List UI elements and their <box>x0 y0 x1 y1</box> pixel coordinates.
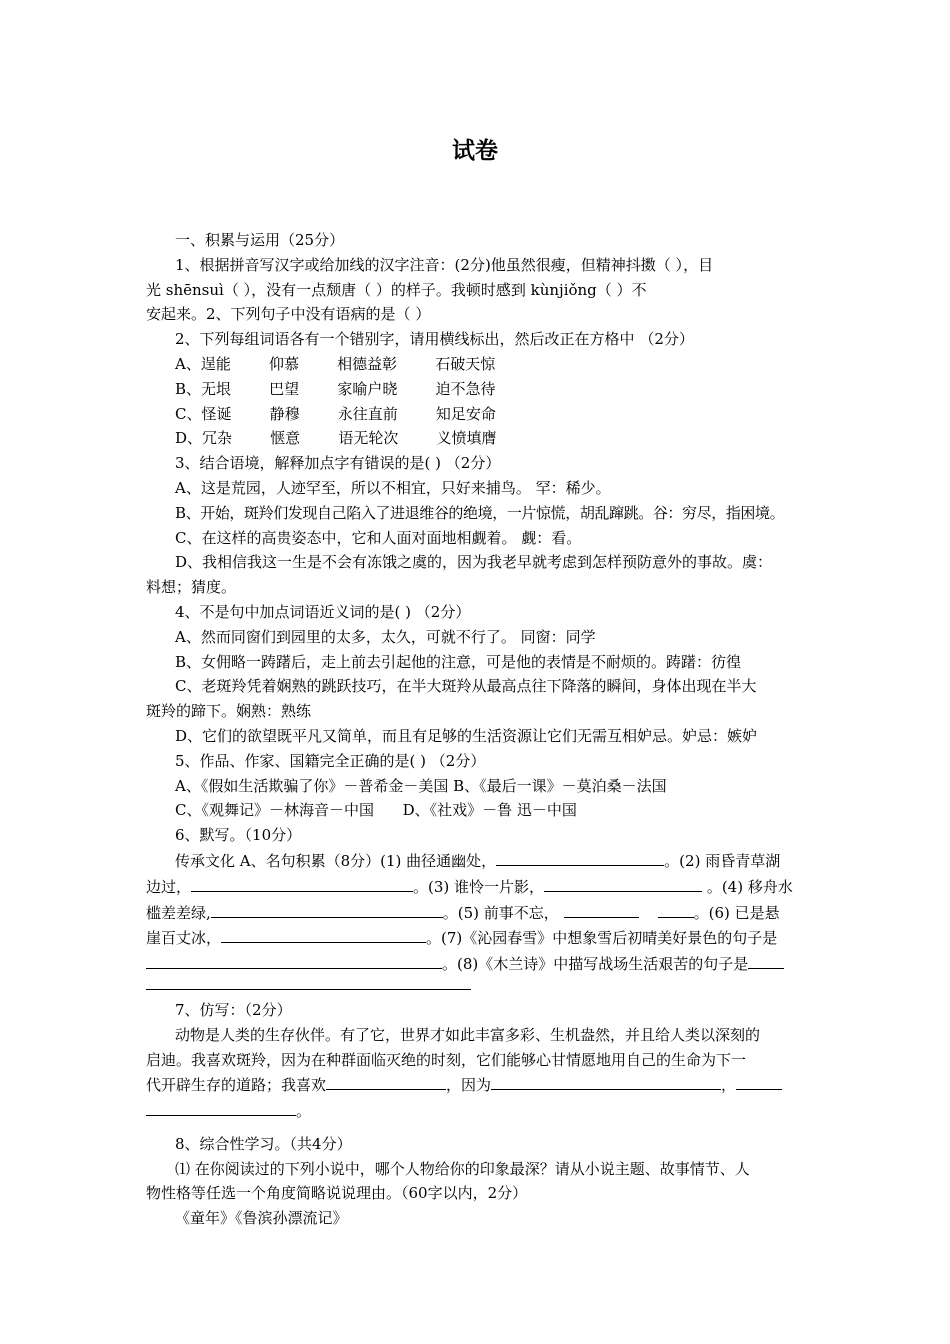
answer-blank[interactable] <box>658 900 694 918</box>
q5-stem: 5、作品、作家、国籍完全正确的是( ) （2分） <box>175 751 486 770</box>
q2-option-c: C、怪诞 静穆 永往直前 知足安命 <box>175 404 496 423</box>
answer-blank[interactable] <box>748 951 784 969</box>
q5-options-ab: A、《假如生活欺骗了你》－普希金－美国 B、《最后一课》－莫泊桑－法国 <box>175 776 667 795</box>
q7-paragraph-1: 动物是人类的生存伙伴。有了它，世界才如此丰富多彩、生机盎然，并且给人类以深刻的 <box>175 1025 761 1044</box>
q3-option-d: D、我相信我这一生是不会有冻饿之虞的，因为我老早就考虑到怎样预防意外的事故。虞： <box>175 553 773 572</box>
q8-stem: 8、综合性学习。（共4分） <box>175 1134 352 1153</box>
q8-paragraph-2: 物性格等任选一个角度简略说说理由。（60字以内，2分） <box>146 1184 528 1203</box>
q5-options-cd: C、《观舞记》－林海音－中国 D、《社戏》－鲁 迅－中国 <box>175 801 577 820</box>
q4-option-b: B、女佣略一踌躇后，走上前去引起他的注意，可是他的表情是不耐烦的。踌躇：彷徨 <box>175 652 742 671</box>
q7-paragraph-3: 代开辟生存的道路；我喜欢 ，因为 ， <box>146 1072 810 1098</box>
q7-paragraph-2: 启迪。我喜欢斑羚，因为在种群面临灭绝的时刻，它们能够心甘情愿地用自己的生命为下一 <box>146 1050 747 1069</box>
answer-blank[interactable] <box>326 1072 446 1090</box>
page-title: 试卷 <box>452 138 498 164</box>
answer-blank[interactable] <box>736 1072 782 1090</box>
answer-blank[interactable] <box>191 874 413 892</box>
q3-option-a: A、这是荒园，人迹罕至，所以不相宜，只好来捕鸟。 罕：稀少。 <box>175 478 611 497</box>
q2-option-a: A、逞能 仰慕 相德益彰 石破天惊 <box>175 354 496 373</box>
q6-line-3: 槛差差绿, 。(5) 前事不忘， 。(6) 已是悬 <box>146 900 810 926</box>
q6-line-2: 边过， 。(3) 谁怜一片影， 。(4) 移舟水 <box>146 874 810 900</box>
q2-option-b: B、无垠 巴望 家喻户晓 迫不急待 <box>175 379 496 398</box>
q6-stem: 6、默写。（10分） <box>175 826 302 845</box>
q2-option-d: D、冗杂 惬意 语无轮次 义愤填膺 <box>175 429 497 448</box>
answer-blank[interactable] <box>491 1072 721 1090</box>
q4-option-d: D、它们的欲望既平凡又简单，而且有足够的生活资源让它们无需互相妒忌。妒忌：嫉妒 <box>175 726 758 745</box>
q6-line-5: 。(8)《木兰诗》中描写战场生活艰苦的句子是 <box>146 951 810 977</box>
q3-option-b: B、开始，斑羚们发现自己陷入了进退维谷的绝境，一片惊慌，胡乱蹿跳。谷：穷尽，指困境。 <box>175 503 785 522</box>
q6-line-4: 崖百丈冰， 。(7)《沁园春雪》中想象雪后初晴美好景色的句子是 <box>146 925 810 951</box>
exam-body <box>146 228 810 1231</box>
q3-option-c: C、在这样的高贵姿态中，它和人面对面地相觑着。 觑：看。 <box>175 528 582 547</box>
q1-line-3: 安起来。2、下列句子中没有语病的是（ ） <box>146 305 431 324</box>
q3-stem: 3、结合语境，解释加点字有错误的是( ) （2分） <box>175 454 501 473</box>
answer-blank[interactable] <box>496 848 664 866</box>
q8-paragraph-1: ⑴ 在你阅读过的下列小说中，哪个人物给你的印象最深？请从小说主题、故事情节、人 <box>175 1159 750 1178</box>
answer-blank[interactable] <box>211 900 443 918</box>
section-heading: 一、积累与运用（25分） <box>175 231 345 249</box>
q7-paragraph-4: 。 <box>146 1098 810 1124</box>
answer-blank[interactable] <box>146 951 442 969</box>
q6-line-1: 传承文化 A、名句积累（8分）(1) 曲径通幽处， 。(2) 雨昏青草湖 <box>146 848 810 874</box>
answer-blank[interactable] <box>221 925 426 943</box>
q1-line-2: 光 shēnsuì（ ），没有一点颓唐（ ）的样子。我顿时感到 kùnjiǒng（ ）不 <box>146 280 647 299</box>
q4-option-a: A、然而同窗们到园里的太多，太久，可就不行了。 同窗：同学 <box>175 627 596 646</box>
q4-option-c: C、老斑羚凭着娴熟的跳跃技巧，在半大斑羚从最高点往下降落的瞬间，身体出现在半大 <box>175 677 757 696</box>
q4-option-c-cont: 斑羚的蹄下。娴熟：熟练 <box>146 702 312 721</box>
answer-blank[interactable] <box>564 900 639 918</box>
q4-stem: 4、不是句中加点词语近义词的是( ) （2分） <box>175 602 471 621</box>
q1-line-1: 1、根据拼音写汉字或给加线的汉字注音：(2分)他虽然很瘦，但精神抖擞（ ），目 <box>175 255 714 274</box>
q8-book-list: 《童年》《鲁滨孙漂流记》 <box>175 1209 348 1228</box>
answer-blank[interactable] <box>146 1098 296 1116</box>
q2-stem: 2、下列每组词语各有一个错别字，请用横线标出，然后改正在方格中 （2分） <box>175 330 694 349</box>
answer-blank[interactable] <box>146 977 471 990</box>
answer-blank[interactable] <box>544 874 702 892</box>
q7-stem: 7、仿写：（2分） <box>175 1000 292 1019</box>
q3-option-d-cont: 料想；猜度。 <box>146 578 237 597</box>
